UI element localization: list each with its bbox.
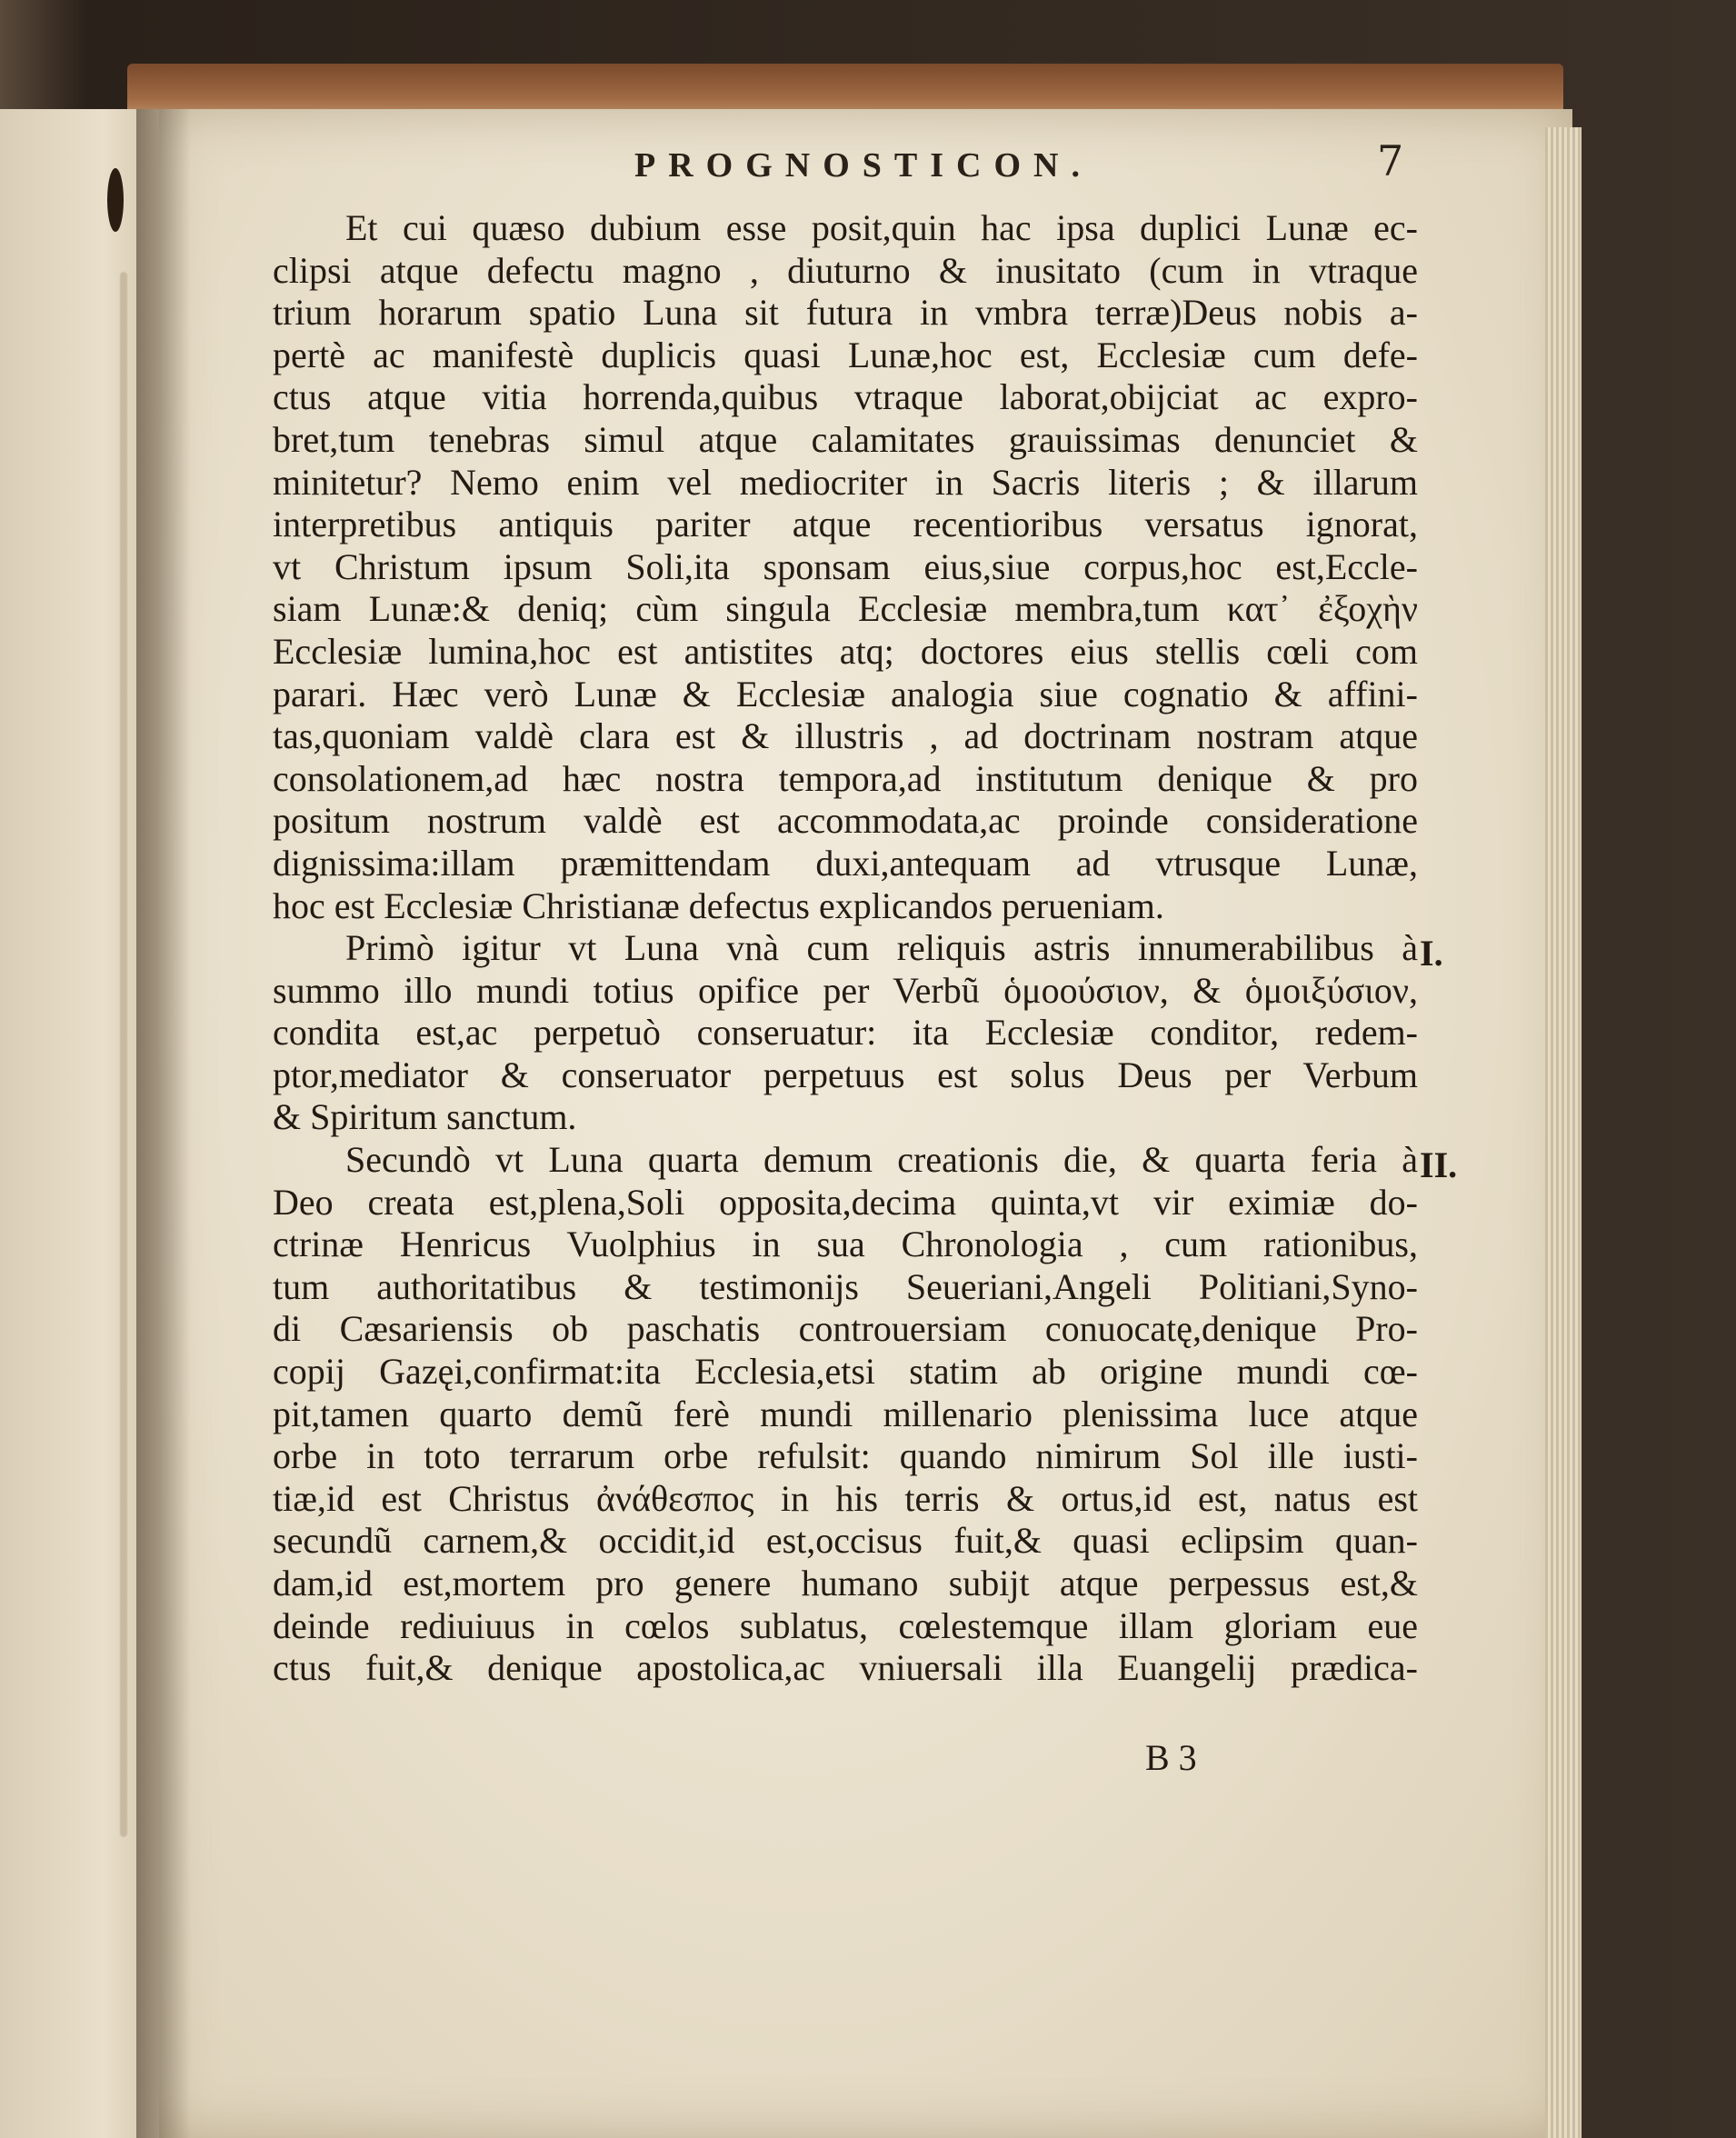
- text-line: pertè ac manifestè duplicis quasi Lunæ,hoc est, Ecclesiæ cum defe-: [273, 334, 1418, 375]
- binding-thread: [121, 273, 126, 1836]
- text-line: ctus atque vitia horrenda,quibus vtraque laborat,obijciat ac expro-: [273, 376, 1418, 418]
- folio-number: 7: [1377, 136, 1404, 185]
- text-line: tum authoritatibus & testimonijs Seueriani,Angeli Politiani,Syno-: [273, 1265, 1418, 1307]
- text-line: tiæ,id est Christus ἀνάθεσπος in his terris & ortus,id est, natus est: [273, 1477, 1418, 1519]
- page-edges: [1545, 127, 1581, 2138]
- text-line: interpretibus antiquis pariter atque recentioribus versatus ignorat,: [273, 504, 1418, 545]
- text-line: tas,quoniam valdè clara est & illustris , ad doctrinam nostram atque: [273, 715, 1418, 757]
- margin-note-1: I.: [1420, 933, 1443, 974]
- text-line: Deo creata est,plena,Soli opposita,decima quinta,vt vir eximiæ do-: [273, 1181, 1418, 1223]
- text-line: Primò igitur vt Luna vnà cum reliquis astris innumerabilibus à: [345, 927, 1418, 969]
- text-line: Ecclesiæ lumina,hoc est antistites atq; doctores eius stellis cœli com: [273, 630, 1418, 672]
- paragraph-1: [273, 207, 1418, 927]
- text-line: vt Christum ipsum Soli,ita sponsam eius,siue corpus,hoc est,Eccle-: [273, 545, 1418, 587]
- text-line: bret,tum tenebras simul atque calamitates grauissimas denunciet &: [273, 418, 1418, 460]
- text-line: copij Gazęi,confirmat:ita Ecclesia,etsi statim ab origine mundi cœ-: [273, 1351, 1418, 1393]
- gutter-shadow: [136, 109, 191, 2138]
- text-line: secundũ carnem,& occidit,id est,occisus fuit,& quasi eclipsim quan-: [273, 1520, 1418, 1562]
- text-line: siam Lunæ:& deniq; cùm singula Ecclesiæ membra,tum κατ᾽ ἐξοχὴν: [273, 588, 1418, 630]
- text-line: condita est,ac perpetuò conseruatur: ita Ecclesiæ conditor, redem-: [273, 1012, 1418, 1054]
- text-line: consolationem,ad hæc nostra tempora,ad institutum denique & pro: [273, 757, 1418, 799]
- binding-stitch-icon: [107, 168, 124, 232]
- text-line: trium horarum spatio Luna sit futura in vmbra terræ)Deus nobis a-: [273, 292, 1418, 334]
- text-line: dam,id est,mortem pro genere humano subijt atque perpessus est,&: [273, 1563, 1418, 1604]
- text-line: clipsi atque defectu magno , diuturno & inusitato (cum in vtraque: [273, 249, 1418, 291]
- paragraph-2: [273, 927, 1418, 1139]
- text-line: & Spiritum sanctum.: [273, 1096, 577, 1138]
- signature-mark: B 3: [1145, 1737, 1197, 1778]
- text-line: ctrinæ Henricus Vuolphius in sua Chronologia , cum rationibus,: [273, 1224, 1418, 1265]
- text-line: ptor,mediator & conseruator perpetuus est solus Deus per Verbum: [273, 1054, 1418, 1095]
- text-line: ctus fuit,& denique apostolica,ac vniuersali illa Euangelij prædica-: [273, 1647, 1418, 1689]
- text-line: orbe in toto terrarum orbe refulsit: quando nimirum Sol ille iusti-: [273, 1435, 1418, 1477]
- text-line: hoc est Ecclesiæ Christianæ defectus explicandos perueniam.: [273, 884, 1164, 926]
- running-head: PROGNOSTICON.: [634, 146, 1092, 185]
- text-line: dignissima:illam præmittendam duxi,antequam ad vtrusque Lunæ,: [273, 842, 1418, 884]
- text-line: positum nostrum valdè est accommodata,ac proinde consideratione: [273, 800, 1418, 842]
- text-line: minitetur? Nemo enim vel mediocriter in Sacris literis ; & illarum: [273, 461, 1418, 503]
- text-line: summo illo mundi totius opifice per Verbũ ὁμοούσιον, & ὁμοιξύσιον,: [273, 969, 1418, 1011]
- text-line: parari. Hæc verò Lunæ & Ecclesiæ analogia siue cognatio & affini-: [273, 673, 1418, 714]
- text-line: di Cæsariensis ob paschatis controuersiam conuocatę,denique Pro-: [273, 1308, 1418, 1350]
- text-line: deinde rediuiuus in cœlos sublatus, cœlestemque illam gloriam eue: [273, 1604, 1418, 1646]
- margin-note-2: II.: [1420, 1144, 1458, 1185]
- text-line: Et cui quæso dubium esse posit,quin hac ipsa duplici Lunæ ec-: [345, 207, 1418, 248]
- text-line: Secundò vt Luna quarta demum creationis die, & quarta feria à: [345, 1139, 1418, 1181]
- text-line: pit,tamen quarto demũ ferè mundi millenario plenissima luce atque: [273, 1393, 1418, 1434]
- body-text: [273, 207, 1418, 1690]
- paragraph-3: [273, 1139, 1418, 1690]
